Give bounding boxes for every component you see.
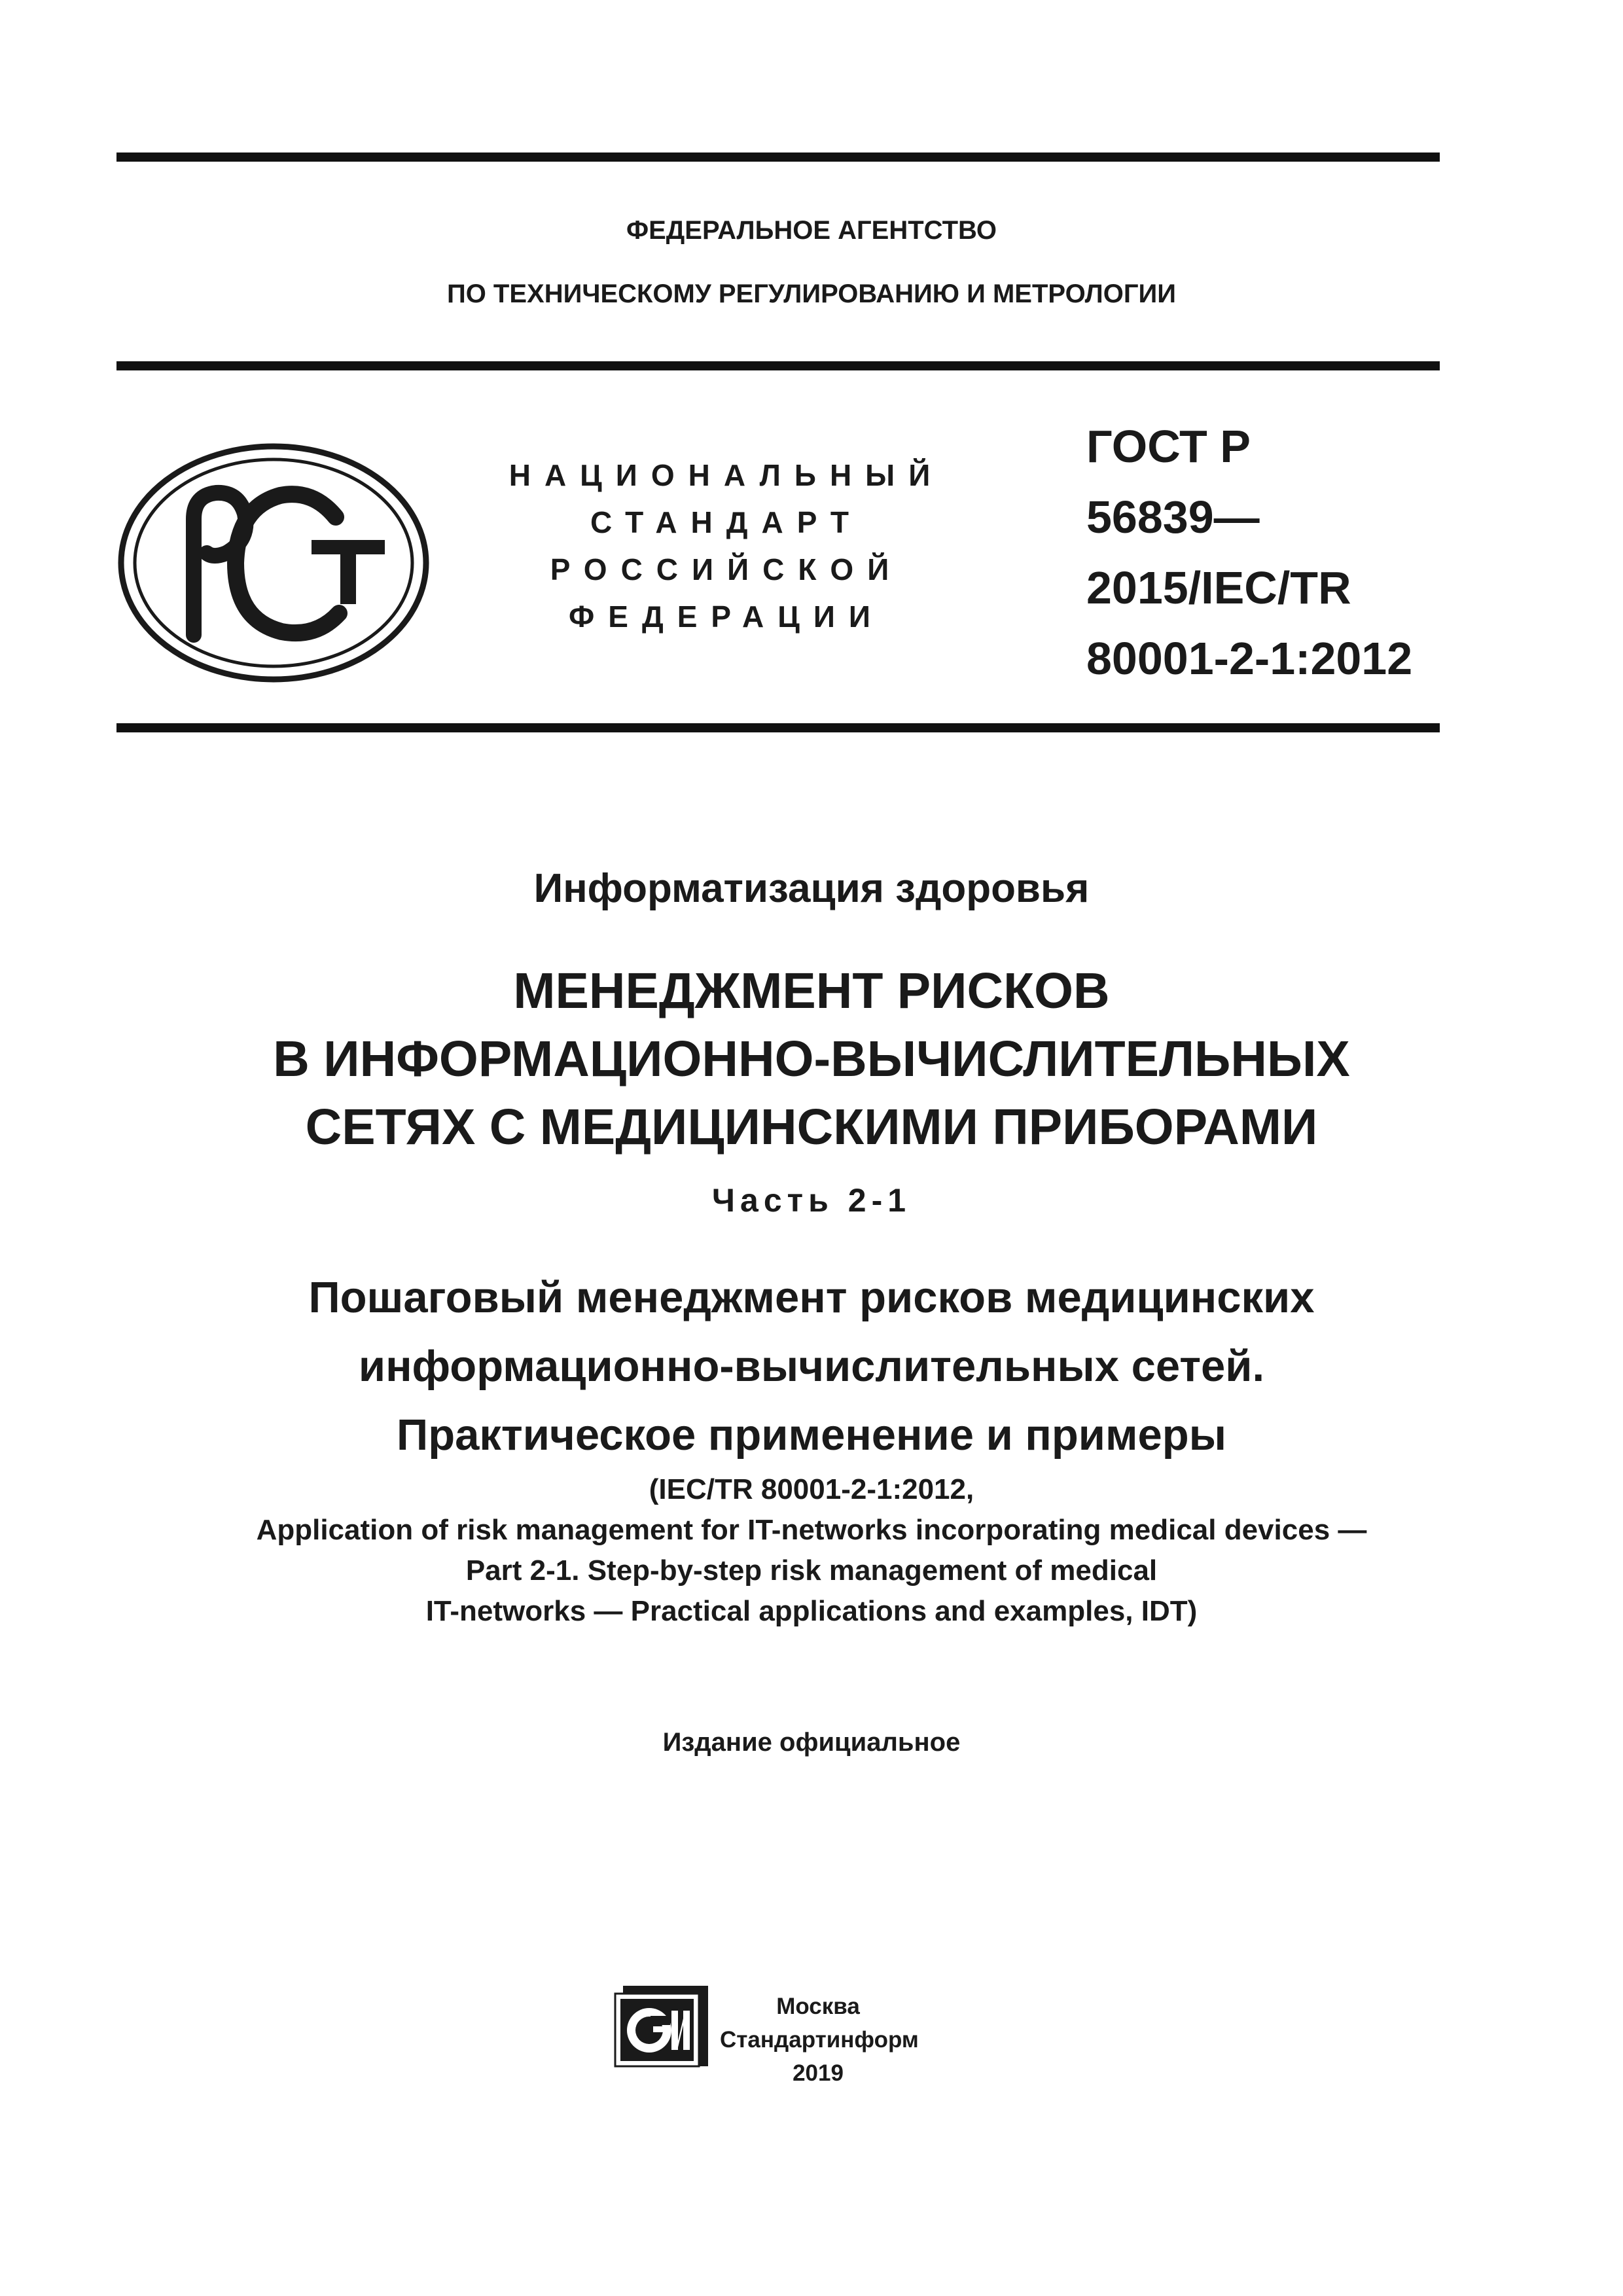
publisher-block [720, 1990, 919, 2090]
iec-reference [0, 1469, 1623, 1632]
main-title-line: МЕНЕДЖМЕНТ РИСКОВ [513, 963, 1110, 1019]
national-line: РОССИЙСКОЙ [550, 552, 903, 586]
national-standard-label [484, 452, 969, 640]
subtitle-line: Пошаговый менеджмент рисков медицинских [308, 1273, 1315, 1322]
national-line: СТАНДАРТ [590, 505, 863, 539]
iec-line: Application of risk management for IT-networks incorporating medical devices — [256, 1514, 1367, 1546]
subtitle-line: Практическое применение и примеры [397, 1410, 1226, 1460]
standartinform-si-icon [614, 1984, 709, 2068]
main-title-line: СЕТЯХ С МЕДИЦИНСКИМИ ПРИБОРАМИ [305, 1099, 1318, 1155]
agency-line-1: ФЕДЕРАЛЬНОЕ АГЕНТСТВО [626, 216, 997, 245]
iec-line: IT-networks — Practical applications and examples, IDT) [425, 1595, 1198, 1627]
edition-label: Издание официальное [662, 1728, 961, 1757]
standard-designation [1086, 411, 1412, 694]
subject-area-title: Информатизация здоровья [533, 866, 1090, 911]
publisher-city: Москва [776, 1994, 860, 2019]
subtitle [0, 1263, 1623, 1469]
national-line: НАЦИОНАЛЬНЫЙ [508, 458, 944, 492]
designation-line: ГОСТ Р [1086, 421, 1251, 472]
main-title-line: В ИНФОРМАЦИОННО-ВЫЧИСЛИТЕЛЬНЫХ [273, 1031, 1350, 1087]
top-rule [116, 152, 1440, 162]
designation-line: 2015/IEC/TR [1086, 562, 1351, 613]
designation-line: 56839— [1086, 492, 1260, 543]
main-title [0, 957, 1623, 1161]
gost-r-pct-mark-icon [116, 442, 431, 684]
part-label: Часть 2-1 [711, 1182, 912, 1219]
agency-bottom-rule [116, 361, 1440, 370]
iec-line: Part 2-1. Step-by-step risk management of medical [465, 1554, 1158, 1587]
designation-line: 80001-2-1:2012 [1086, 633, 1413, 684]
publisher-name: Стандартинформ [720, 2027, 919, 2053]
standard-bottom-rule [116, 723, 1440, 732]
publisher-year: 2019 [793, 2060, 844, 2086]
national-line: ФЕДЕРАЦИИ [569, 600, 884, 634]
iec-line: (IEC/TR 80001-2-1:2012, [649, 1473, 974, 1505]
subtitle-line: информационно-вычислительных сетей. [358, 1342, 1265, 1391]
agency-line-2: ПО ТЕХНИЧЕСКОМУ РЕГУЛИРОВАНИЮ И МЕТРОЛОГИИ [446, 279, 1177, 308]
